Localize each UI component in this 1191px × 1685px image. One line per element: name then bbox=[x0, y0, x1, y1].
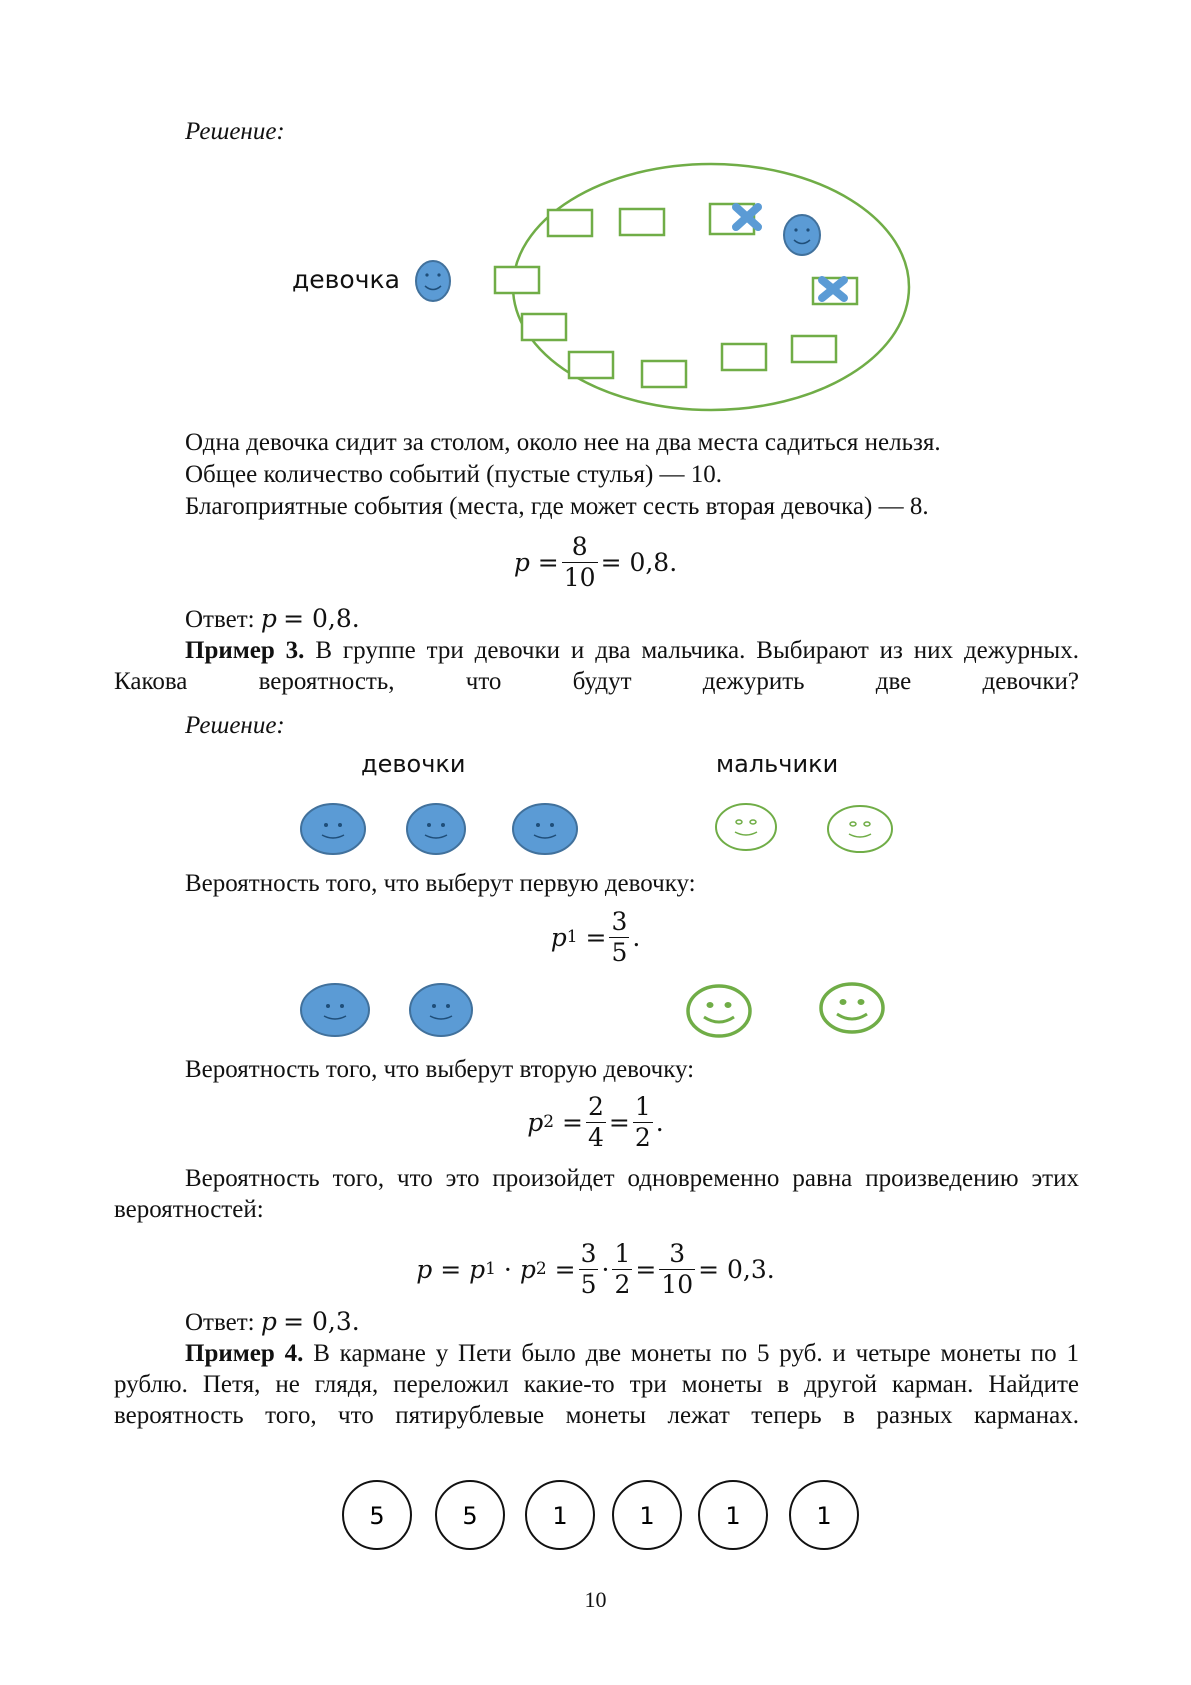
example-4: Пример 4. В кармане у Пети было две монеты по 5 руб. и четыре монеты по 1 рублю. Петя, не глядя, переложил какие-то три монеты в другой карман. Найдите вероятность того, что пятирублевые монеты лежат теперь в разных карманах. bbox=[114, 1340, 1079, 1429]
girl-face-icon bbox=[301, 984, 369, 1036]
page-number: 10 bbox=[584, 1587, 607, 1612]
chair bbox=[495, 267, 539, 293]
solution-label: Решение: bbox=[185, 118, 285, 145]
coin-value: 1 bbox=[816, 1502, 832, 1530]
girl-label: девочка bbox=[292, 265, 400, 294]
coin-value: 5 bbox=[462, 1502, 478, 1530]
text-line: Одна девочка сидит за столом, около нее на два места садиться нельзя. bbox=[185, 429, 941, 456]
girl-face-icon bbox=[301, 804, 365, 854]
boy-face-icon bbox=[828, 806, 892, 852]
text-line: Общее количество событий (пустые стулья) — 10. bbox=[185, 461, 723, 488]
equation-4: p = p 1 · p 2 = $\frac{3}{5}$ · $\frac{1}{2}$ = $\frac{3}{10}$ = 0,3. bbox=[416, 1238, 775, 1299]
girl-face-icon bbox=[410, 984, 472, 1036]
coins-figure bbox=[330, 1475, 870, 1555]
chair bbox=[642, 361, 686, 387]
girl-face-icon bbox=[784, 215, 820, 255]
girl-face-icon bbox=[513, 804, 577, 854]
chair bbox=[522, 314, 566, 340]
boy-face-icon bbox=[716, 804, 776, 850]
faces-row-2 bbox=[290, 975, 910, 1045]
equation-2: p 1 = $\frac{3}{5}$ . bbox=[550, 906, 641, 967]
chair bbox=[792, 336, 836, 362]
chair bbox=[722, 344, 766, 370]
equation-3: p 2 = $\frac{2}{4}$ = $\frac{1}{2}$ . bbox=[527, 1091, 664, 1152]
coin-value: 1 bbox=[725, 1502, 741, 1530]
prob-simultaneous-text: Вероятность того, что это произойдет одновременно равна произведению этих вероятностей: bbox=[114, 1165, 1079, 1223]
girls-label: девочки bbox=[361, 750, 466, 778]
boys-label: мальчики bbox=[716, 750, 839, 778]
solution-label: Решение: bbox=[185, 712, 285, 739]
coin-value: 1 bbox=[639, 1502, 655, 1530]
round-table-figure bbox=[280, 160, 920, 420]
answer-2: Ответ: p = 0,3. bbox=[185, 1307, 360, 1336]
chair bbox=[569, 352, 613, 378]
prob-first-text: Вероятность того, что выберут первую девочку: bbox=[185, 870, 696, 897]
coin-value: 5 bbox=[369, 1502, 385, 1530]
boy-face-icon bbox=[821, 984, 883, 1032]
girl-face-icon bbox=[407, 804, 465, 854]
answer-1: Ответ: p = 0,8. bbox=[185, 604, 360, 633]
coin-value: 1 bbox=[552, 1502, 568, 1530]
prob-second-text: Вероятность того, что выберут вторую девочку: bbox=[185, 1056, 695, 1083]
seated-girl-face-icon bbox=[416, 261, 450, 301]
chair bbox=[620, 209, 664, 235]
boy-face-icon bbox=[688, 986, 750, 1036]
faces-row-1 bbox=[290, 795, 910, 865]
chair bbox=[548, 210, 592, 236]
equation-1: p = $\frac{8}{10}$ = 0,8. bbox=[513, 531, 678, 592]
example-3: Пример 3. В группе три девочки и два мальчика. Выбирают из них дежурных. Какова вероятность, что будут дежурить две девочки? bbox=[114, 637, 1079, 695]
text-line: Благоприятные события (места, где может сесть вторая девочка) — 8. bbox=[185, 493, 929, 520]
